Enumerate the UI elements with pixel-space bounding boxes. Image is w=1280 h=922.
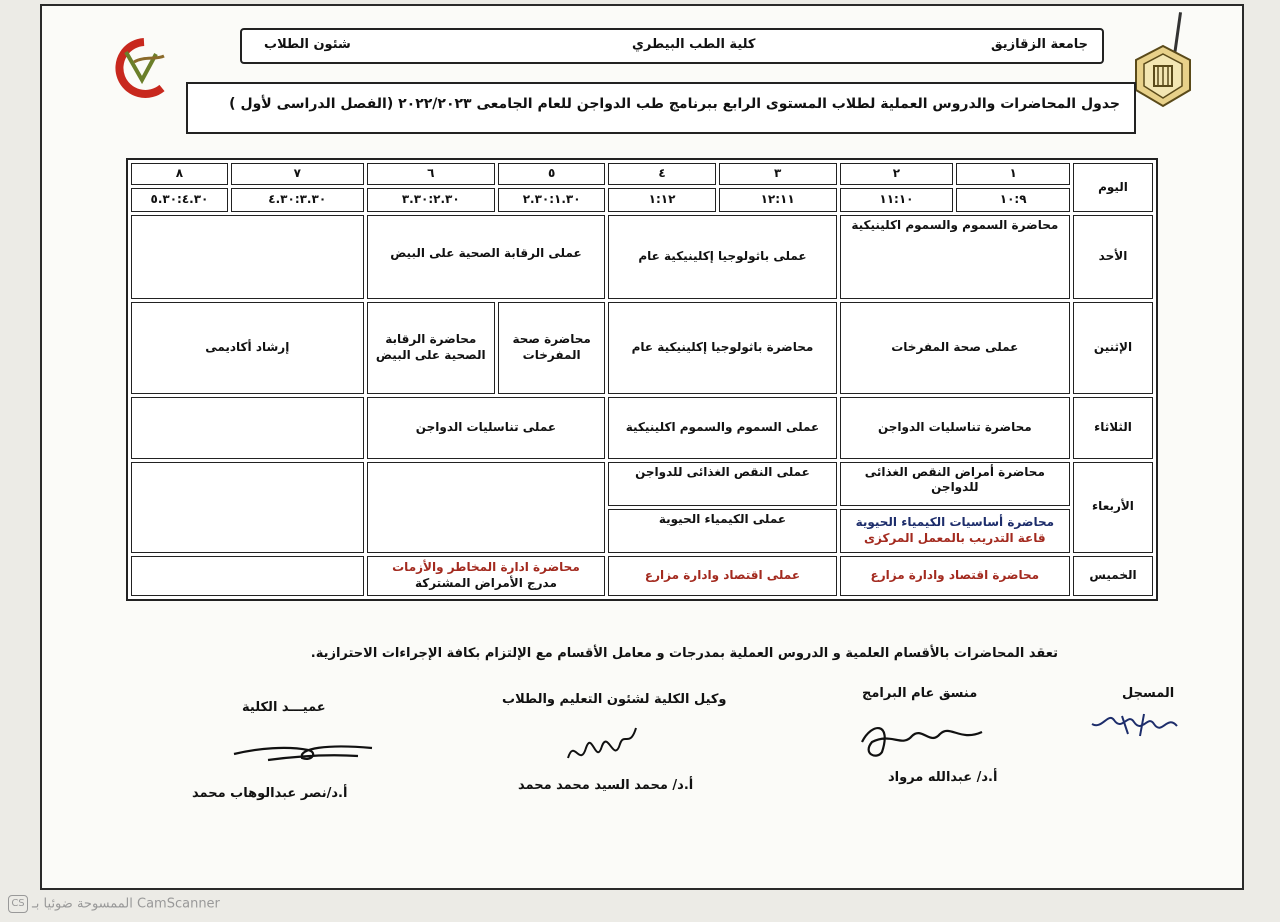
wed-biochem-venue: قاعة التدريب بالمعمل المركزى [864,530,1046,545]
university-logo-icon [1128,44,1198,108]
period-number: ٢ [840,163,954,185]
wed-periods-1-2-a: محاضرة أمراض النقص الغذائى للدواجن [840,462,1070,506]
precautions-note: تعقد المحاضرات بالأقسام العلمية و الدروس العملية بمدرجات و معامل الأقسام مع الإلتزام بكافة الإجراءات الاحترازية. [310,646,1058,661]
faculty-logo-icon [104,36,176,100]
period-time: ١٠:٩ [956,188,1070,212]
dean-signature-icon [228,734,378,768]
day-thursday: الخميس [1073,556,1153,596]
wed-periods-1-2-b [840,509,1070,553]
registrar-signature-icon [1082,706,1182,740]
mon-period-6: محاضرة الرقابة الصحية على البيض [367,302,495,394]
period-time: ٤.٣٠:٣.٣٠ [231,188,364,212]
tue-periods-3-4: عملى السموم والسموم اكلينيكية [608,397,836,459]
thu-periods-7-8 [131,556,364,596]
period-number: ٦ [367,163,495,185]
schedule-sheet [40,4,1244,890]
sun-periods-5-6: عملى الرقابة الصحية على البيض [367,215,606,299]
coordinator-title: منسق عام البرامج [862,686,978,701]
thu-risk-lecture: محاضرة ادارة المخاطر والأزمات [392,560,580,574]
sun-periods-1-2: محاضرة السموم والسموم اكلينيكية [840,215,1070,299]
period-number: ٤ [608,163,715,185]
coordinator-name: أ.د/ عبدالله مرواد [888,770,998,785]
period-number: ٥ [498,163,605,185]
period-time-row [131,188,1153,212]
period-number: ٣ [719,163,837,185]
university-name: جامعة الزقازيق [991,37,1088,52]
schedule-title-box [186,82,1136,134]
row-monday [131,302,1153,394]
mon-period-5: محاضرة صحة المفرخات [498,302,605,394]
wed-biochem-lecture: محاضرة أساسيات الكيمياء الحيوية [855,515,1055,529]
row-thursday [131,556,1153,596]
row-wednesday-a [131,462,1153,506]
sun-periods-7-8 [131,215,364,299]
day-wednesday: الأربعاء [1073,462,1153,553]
registrar-title: المسجل [1122,686,1175,701]
thu-periods-3-4: عملى اقتصاد وادارة مزارع [608,556,836,596]
header-bar [240,28,1104,64]
row-sunday [131,215,1153,299]
vice-dean-signature-icon [562,718,642,774]
period-number: ٧ [231,163,364,185]
period-time: ١١:١٠ [840,188,954,212]
dean-name: أ.د/نصر عبدالوهاب محمد [192,786,348,801]
mon-periods-7-8: إرشاد أكاديمى [131,302,364,394]
tue-periods-7-8 [131,397,364,459]
thu-periods-5-6 [367,556,606,596]
scanner-text: الممسوحة ضوئيا بـ CamScanner [32,896,220,912]
vice-dean-name: أ.د/ محمد السيد محمد محمد [518,778,694,793]
tue-periods-5-6: عملى تناسليات الدواجن [367,397,606,459]
dean-title: عميـــد الكلية [242,700,326,715]
wed-periods-3-4-b: عملى الكيمياء الحيوية [608,509,836,553]
period-number: ١ [956,163,1070,185]
day-tuesday: الثلاثاء [1073,397,1153,459]
wed-periods-5-6 [367,462,606,553]
row-tuesday [131,397,1153,459]
period-time: ٣.٣٠:٢.٣٠ [367,188,495,212]
mon-periods-3-4: محاضرة باثولوجيا إكلينيكية عام [608,302,836,394]
department-name: شئون الطلاب [264,37,351,52]
schedule-title: جدول المحاضرات والدروس العملية لطلاب المستوى الرابع ببرنامج طب الدواجن للعام الجامعى ٢٠٢٢/٢٠٢٣ (الفصل الدراسى لأول ) [229,96,1120,112]
thu-periods-1-2: محاضرة اقتصاد وادارة مزارع [840,556,1070,596]
period-time: ٢.٣٠:١.٣٠ [498,188,605,212]
scanner-footer [8,895,220,913]
tue-periods-1-2: محاضرة تناسليات الدواجن [840,397,1070,459]
period-time: ١:١٢ [608,188,715,212]
coordinator-signature-icon [842,712,992,762]
sun-periods-3-4: عملى باثولوجيا إكلينيكية عام [608,215,836,299]
faculty-name: كلية الطب البيطري [632,37,756,52]
period-time: ١٢:١١ [719,188,837,212]
day-header: اليوم [1073,163,1153,212]
thu-risk-venue: مدرج الأمراض المشتركة [414,575,557,590]
day-sunday: الأحد [1073,215,1153,299]
period-number: ٨ [131,163,228,185]
camscanner-icon: CS [8,895,28,913]
period-number-row [131,163,1153,185]
day-monday: الإثنين [1073,302,1153,394]
wed-periods-7-8 [131,462,364,553]
mon-periods-1-2: عملى صحة المفرخات [840,302,1070,394]
timetable [126,158,1158,601]
period-time: ٥.٣٠:٤.٣٠ [131,188,228,212]
vice-dean-title: وكيل الكلية لشئون التعليم والطلاب [502,692,727,707]
wed-periods-3-4-a: عملى النقص الغذائى للدواجن [608,462,836,506]
